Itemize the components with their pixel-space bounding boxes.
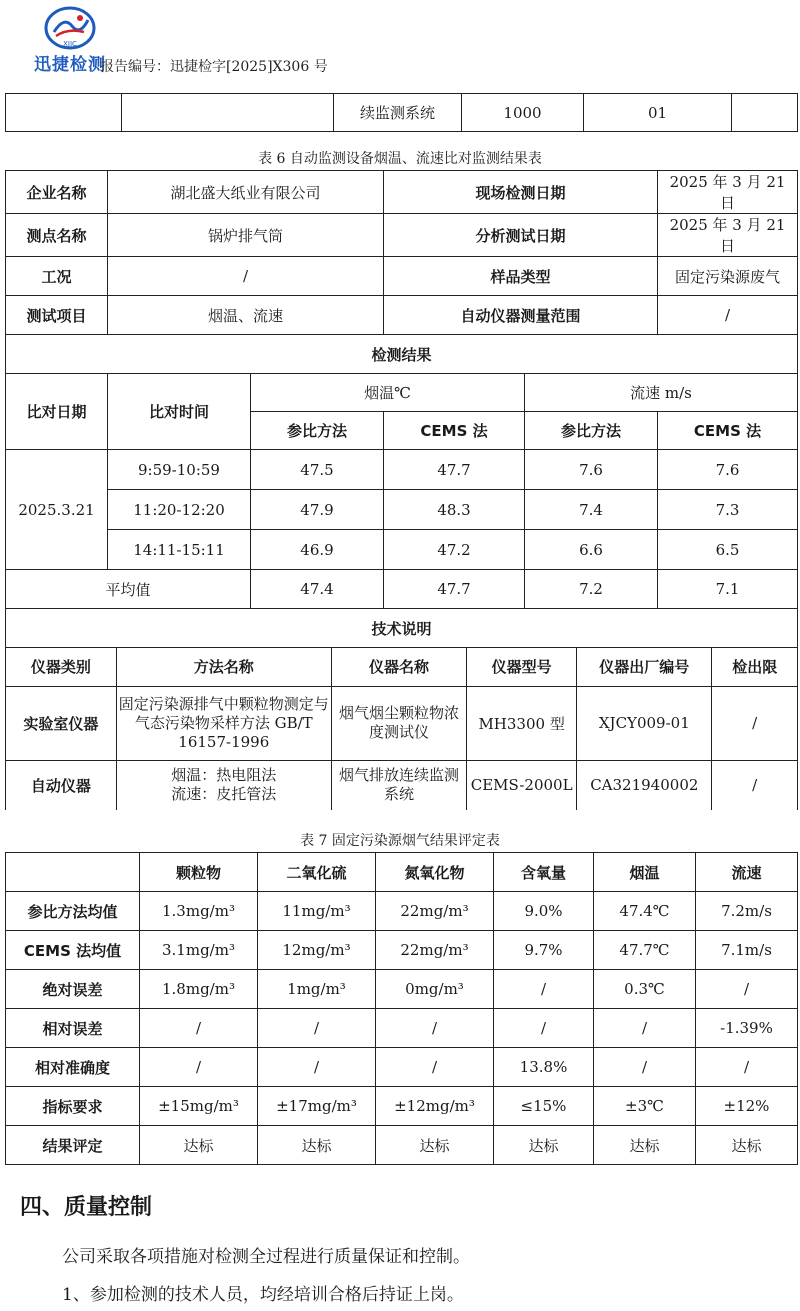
row-label: 相对误差	[6, 1009, 140, 1048]
tech-cell: 烟温：热电阻法 流速：皮托管法	[116, 760, 331, 810]
row-label: 指标要求	[6, 1087, 140, 1126]
value-analysis-date: 2025 年 3 月 21 日	[658, 214, 798, 257]
table-row	[6, 970, 798, 1009]
value-test-item: 烟温、流速	[108, 296, 384, 335]
table-cell: 47.2	[384, 530, 525, 570]
table-cell: 46.9	[251, 530, 384, 570]
table-cell: 47.4℃	[594, 892, 696, 931]
table-cell: 9.0%	[494, 892, 594, 931]
table-cell: 7.2m/s	[696, 892, 798, 931]
table-cell: ±17mg/m³	[258, 1087, 376, 1126]
table-cell	[122, 94, 334, 132]
table-cell: 9:59-10:59	[108, 450, 251, 490]
paragraph: 公司采取各项措施对检测全过程进行质量保证和控制。	[62, 1247, 470, 1267]
header-flow-cems: CEMS 法	[658, 412, 798, 450]
table-cell: 达标	[494, 1126, 594, 1165]
table-header	[6, 853, 140, 892]
header-temp-group: 烟温℃	[251, 374, 525, 412]
table-cell: 22mg/m³	[376, 931, 494, 970]
header-time: 比对时间	[108, 374, 251, 450]
tech-header: 仪器型号	[467, 648, 577, 686]
table-cell: 9.7%	[494, 931, 594, 970]
table-cell: 47.7	[384, 450, 525, 490]
table-cell: 47.4	[251, 570, 384, 609]
continued-table	[5, 93, 798, 132]
logo-emblem-icon	[42, 6, 98, 50]
table-cell: /	[594, 1009, 696, 1048]
table-cell: /	[494, 970, 594, 1009]
table-cell: /	[696, 970, 798, 1009]
tech-header: 检出限	[712, 648, 797, 686]
table-cell: /	[140, 1009, 258, 1048]
tech-cell: /	[712, 686, 797, 760]
tech-cell: 烟气烟尘颗粒物浓度测试仪	[331, 686, 466, 760]
table-row	[6, 94, 798, 132]
table-cell: 47.5	[251, 450, 384, 490]
tech-header: 仪器出厂编号	[577, 648, 712, 686]
table-cell: /	[258, 1009, 376, 1048]
table-cell: 1000	[462, 94, 584, 132]
logo-text: 迅捷检测	[34, 55, 106, 75]
row-label: 相对准确度	[6, 1048, 140, 1087]
table-row	[6, 530, 798, 570]
tech-table	[6, 648, 797, 810]
header-temp-cems: CEMS 法	[384, 412, 525, 450]
results-title: 检测结果	[6, 335, 798, 374]
table-cell: 47.7℃	[594, 931, 696, 970]
header-flow-ref: 参比方法	[525, 412, 658, 450]
table6	[5, 170, 798, 810]
table-row	[6, 214, 798, 257]
tech-cell: CA321940002	[577, 760, 712, 810]
table-cell: 7.6	[525, 450, 658, 490]
table7-caption: 表 7 固定污染源烟气结果评定表	[300, 833, 500, 849]
table-cell: 6.6	[525, 530, 658, 570]
table-cell: 达标	[376, 1126, 494, 1165]
table-row	[6, 1087, 798, 1126]
table-cell: 47.9	[251, 490, 384, 530]
tech-cell: XJCY009-01	[577, 686, 712, 760]
tech-cell: /	[712, 760, 797, 810]
table-cell: /	[376, 1048, 494, 1087]
table-cell: 0.3℃	[594, 970, 696, 1009]
table-cell: 6.5	[658, 530, 798, 570]
table-cell: 7.3	[658, 490, 798, 530]
table-cell: /	[594, 1048, 696, 1087]
table-cell: 22mg/m³	[376, 892, 494, 931]
table-row	[6, 374, 798, 412]
table-row	[6, 490, 798, 530]
table-header: 烟温	[594, 853, 696, 892]
table-row	[6, 931, 798, 970]
table-cell: /	[494, 1009, 594, 1048]
row-label: CEMS 法均值	[6, 931, 140, 970]
table-cell: 达标	[594, 1126, 696, 1165]
tech-header: 方法名称	[116, 648, 331, 686]
table-cell: 01	[584, 94, 732, 132]
table-cell: 48.3	[384, 490, 525, 530]
table-row	[6, 686, 797, 760]
table-cell: 达标	[258, 1126, 376, 1165]
tech-cell: CEMS-2000L	[467, 760, 577, 810]
table-cell: 3.1mg/m³	[140, 931, 258, 970]
section-title: 四、质量控制	[20, 1195, 153, 1220]
table-cell: ±3℃	[594, 1087, 696, 1126]
value-sample-type: 固定污染源废气	[658, 257, 798, 296]
table-row	[6, 1009, 798, 1048]
table-cell: 1mg/m³	[258, 970, 376, 1009]
report-number: 报告编号：迅捷检字[2025]X306 号	[100, 59, 328, 75]
row-label: 绝对误差	[6, 970, 140, 1009]
table-cell: 1.8mg/m³	[140, 970, 258, 1009]
table-row	[6, 171, 798, 214]
label-range: 自动仪器测量范围	[384, 296, 658, 335]
label-point: 测点名称	[6, 214, 108, 257]
average-label: 平均值	[6, 570, 251, 609]
page-header	[0, 0, 800, 92]
tech-header: 仪器类别	[6, 648, 116, 686]
tech-cell: 自动仪器	[6, 760, 116, 810]
table6-caption: 表 6 自动监测设备烟温、流速比对监测结果表	[258, 151, 542, 167]
table-row	[6, 335, 798, 374]
header-flow-group: 流速 m/s	[525, 374, 798, 412]
table-cell: 1.3mg/m³	[140, 892, 258, 931]
table-row	[6, 450, 798, 490]
label-sample-type: 样品类型	[384, 257, 658, 296]
table-row	[6, 257, 798, 296]
table7	[5, 852, 798, 1165]
table-cell: 47.7	[384, 570, 525, 609]
table-cell	[6, 94, 122, 132]
table-row	[6, 570, 798, 609]
table-row	[6, 1126, 798, 1165]
table-cell: 达标	[140, 1126, 258, 1165]
table-row	[6, 892, 798, 931]
row-label: 结果评定	[6, 1126, 140, 1165]
table-cell: 7.2	[525, 570, 658, 609]
table-cell: 11:20-12:20	[108, 490, 251, 530]
tech-cell: MH3300 型	[467, 686, 577, 760]
table-header: 流速	[696, 853, 798, 892]
value-field-date: 2025 年 3 月 21 日	[658, 171, 798, 214]
table-cell: ±15mg/m³	[140, 1087, 258, 1126]
table-row	[6, 853, 798, 892]
comparison-date: 2025.3.21	[6, 450, 108, 570]
row-label: 参比方法均值	[6, 892, 140, 931]
label-condition: 工况	[6, 257, 108, 296]
table-cell: /	[140, 1048, 258, 1087]
table-cell: 7.4	[525, 490, 658, 530]
table-header: 含氧量	[494, 853, 594, 892]
table-cell: 7.6	[658, 450, 798, 490]
value-point: 锅炉排气筒	[108, 214, 384, 257]
value-company: 湖北盛大纸业有限公司	[108, 171, 384, 214]
table-row	[6, 760, 797, 810]
table-row	[6, 1048, 798, 1087]
tech-title: 技术说明	[6, 609, 798, 648]
value-range: /	[658, 296, 798, 335]
table-header: 二氧化硫	[258, 853, 376, 892]
label-company: 企业名称	[6, 171, 108, 214]
table-cell: /	[696, 1048, 798, 1087]
table-cell: ±12mg/m³	[376, 1087, 494, 1126]
table-cell: 12mg/m³	[258, 931, 376, 970]
table-cell: ≤15%	[494, 1087, 594, 1126]
label-field-date: 现场检测日期	[384, 171, 658, 214]
table-header: 氮氧化物	[376, 853, 494, 892]
table-row	[6, 648, 797, 686]
table-cell: 11mg/m³	[258, 892, 376, 931]
table-cell: /	[258, 1048, 376, 1087]
label-test-item: 测试项目	[6, 296, 108, 335]
table-cell: 14:11-15:11	[108, 530, 251, 570]
table-cell: -1.39%	[696, 1009, 798, 1048]
table-cell	[732, 94, 798, 132]
table-cell: 0mg/m³	[376, 970, 494, 1009]
svg-text:XJJC: XJJC	[63, 40, 77, 48]
label-analysis-date: 分析测试日期	[384, 214, 658, 257]
table-header: 颗粒物	[140, 853, 258, 892]
table-cell: 达标	[696, 1126, 798, 1165]
table-row	[6, 296, 798, 335]
header-date: 比对日期	[6, 374, 108, 450]
value-condition: /	[108, 257, 384, 296]
tech-header: 仪器名称	[331, 648, 466, 686]
tech-cell: 实验室仪器	[6, 686, 116, 760]
tech-cell: 固定污染源排气中颗粒物测定与气态污染物采样方法 GB/T 16157-1996	[116, 686, 331, 760]
table-cell: /	[376, 1009, 494, 1048]
tech-cell: 烟气排放连续监测系统	[331, 760, 466, 810]
table-cell: 7.1	[658, 570, 798, 609]
table-cell: 7.1m/s	[696, 931, 798, 970]
table-cell: ±12%	[696, 1087, 798, 1126]
table-cell: 续监测系统	[334, 94, 462, 132]
table-cell: 13.8%	[494, 1048, 594, 1087]
table-row	[6, 609, 798, 648]
header-temp-ref: 参比方法	[251, 412, 384, 450]
paragraph: 1、参加检测的技术人员，均经培训合格后持证上岗。	[62, 1285, 464, 1305]
